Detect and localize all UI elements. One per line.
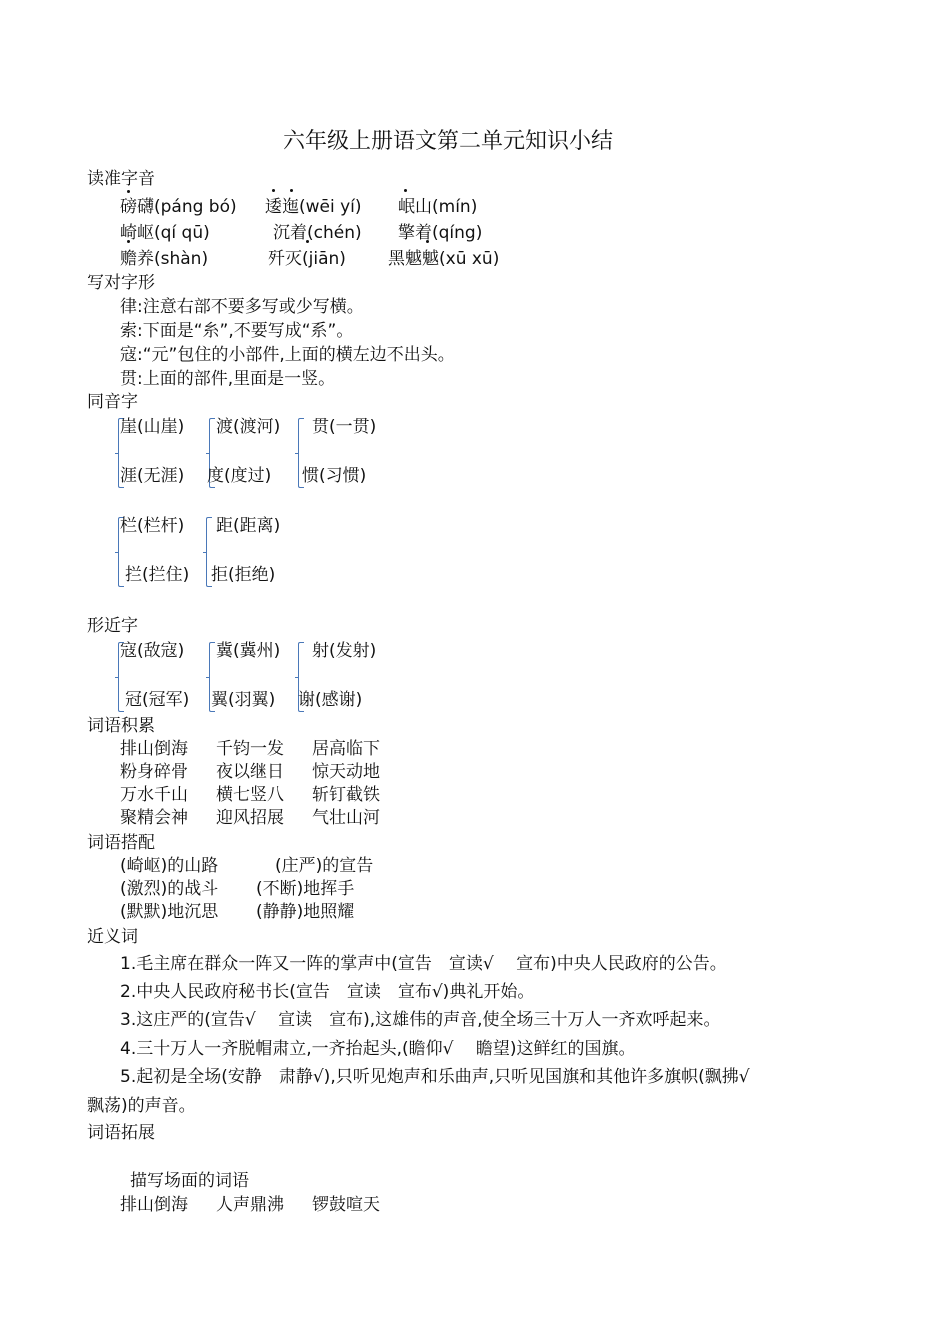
- page-title: 六年级上册语文第二单元知识小结: [283, 129, 614, 154]
- homophone-item: 拦(拦住): [125, 565, 190, 585]
- idiom: 迎风招展: [216, 808, 284, 828]
- homophone-item: 度(度过): [207, 466, 272, 486]
- section-similar-heading: 形近字: [87, 616, 138, 636]
- idiom: 横七竖八: [216, 785, 284, 805]
- collocation: (激烈)的战斗: [120, 879, 219, 899]
- idiom: 万水千山: [120, 785, 188, 805]
- pronunciation-item: 擎着(qíng): [398, 223, 483, 243]
- pronunciation-item: 崎岖(qí qū): [120, 223, 210, 243]
- extension-subtitle: 描写场面的词语: [130, 1171, 249, 1191]
- homophone-item: 渡(渡河): [216, 417, 281, 437]
- similar-item: 射(发射): [312, 641, 377, 661]
- section-synonym-heading: 近义词: [87, 927, 138, 947]
- extension-word: 人声鼎沸: [216, 1195, 284, 1215]
- homophone-item: 贯(一贯): [312, 417, 377, 437]
- pronunciation-item: 沉着(chén): [273, 223, 362, 243]
- idiom: 千钧一发: [216, 739, 284, 759]
- pronunciation-item: 逶迤(wēi yí): [265, 197, 362, 217]
- idiom: 聚精会神: [120, 808, 188, 828]
- extension-word: 锣鼓喧天: [312, 1195, 380, 1215]
- idiom: 惊天动地: [312, 762, 380, 782]
- homophone-item: 涯(无涯): [120, 466, 185, 486]
- similar-item: 寇(敌寇): [120, 641, 185, 661]
- collocation: (不断)地挥手: [256, 879, 355, 899]
- section-collocation-heading: 词语搭配: [87, 833, 155, 853]
- section-pronunciation-heading: 读准字音: [87, 169, 155, 189]
- synonym-exercise-continued: 飘荡)的声音。: [87, 1096, 196, 1116]
- homophone-item: 拒(拒绝): [211, 565, 276, 585]
- pronunciation-item: 黑魆魆(xū xū): [388, 249, 500, 269]
- idiom: 粉身碎骨: [120, 762, 188, 782]
- emphasis-dot: [272, 189, 275, 192]
- emphasis-dot: [404, 189, 407, 192]
- glyph-note: 律:注意右部不要多写或少写横。: [120, 297, 364, 317]
- pronunciation-item: 歼灭(jiān): [268, 249, 346, 269]
- emphasis-dot: [290, 189, 293, 192]
- synonym-exercise: 4.三十万人一齐脱帽肃立,一齐抬起头,(瞻仰√ 瞻望)这鲜红的国旗。: [120, 1039, 636, 1059]
- collocation: (默默)地沉思: [120, 902, 219, 922]
- idiom: 斩钉截铁: [312, 785, 380, 805]
- pronunciation-item: 磅礴(páng bó): [120, 197, 237, 217]
- collocation: (静静)地照耀: [256, 902, 355, 922]
- pronunciation-item: 赡养(shàn): [120, 249, 209, 269]
- similar-item: 谢(感谢): [298, 690, 363, 710]
- similar-item: 翼(羽翼): [211, 690, 276, 710]
- section-glyph-heading: 写对字形: [87, 273, 155, 293]
- pronunciation-item: 岷山(mín): [398, 197, 478, 217]
- synonym-exercise: 5.起初是全场(安静 肃静√),只听见炮声和乐曲声,只听见国旗和其他许多旗帜(飘拂√: [120, 1067, 750, 1087]
- idiom: 居高临下: [312, 739, 380, 759]
- extension-word: 排山倒海: [120, 1195, 188, 1215]
- section-idioms-heading: 词语积累: [87, 716, 155, 736]
- section-extension-heading: 词语拓展: [87, 1123, 155, 1143]
- collocation: (庄严)的宣告: [275, 856, 374, 876]
- homophone-item: 崖(山崖): [120, 417, 185, 437]
- homophone-item: 惯(习惯): [302, 466, 367, 486]
- glyph-note: 寇:“元”包住的小部件,上面的横左边不出头。: [120, 345, 455, 365]
- glyph-note: 索:下面是“糸”,不要写成“系”。: [120, 321, 354, 341]
- idiom: 排山倒海: [120, 739, 188, 759]
- synonym-exercise: 3.这庄严的(宣告√ 宣读 宣布),这雄伟的声音,使全场三十万人一齐欢呼起来。: [120, 1010, 721, 1030]
- similar-item: 冠(冠军): [125, 690, 190, 710]
- collocation: (崎岖)的山路: [120, 856, 219, 876]
- emphasis-dot: [127, 190, 130, 193]
- similar-item: 冀(冀州): [216, 641, 281, 661]
- idiom: 夜以继日: [216, 762, 284, 782]
- idiom: 气壮山河: [312, 808, 380, 828]
- homophone-item: 距(距离): [216, 516, 281, 536]
- homophone-item: 栏(栏杆): [120, 516, 185, 536]
- glyph-note: 贯:上面的部件,里面是一竖。: [120, 369, 336, 389]
- synonym-exercise: 2.中央人民政府秘书长(宣告 宣读 宣布√)典礼开始。: [120, 982, 535, 1002]
- section-homophone-heading: 同音字: [87, 392, 138, 412]
- synonym-exercise: 1.毛主席在群众一阵又一阵的掌声中(宣告 宣读√ 宣布)中央人民政府的公告。: [120, 954, 727, 974]
